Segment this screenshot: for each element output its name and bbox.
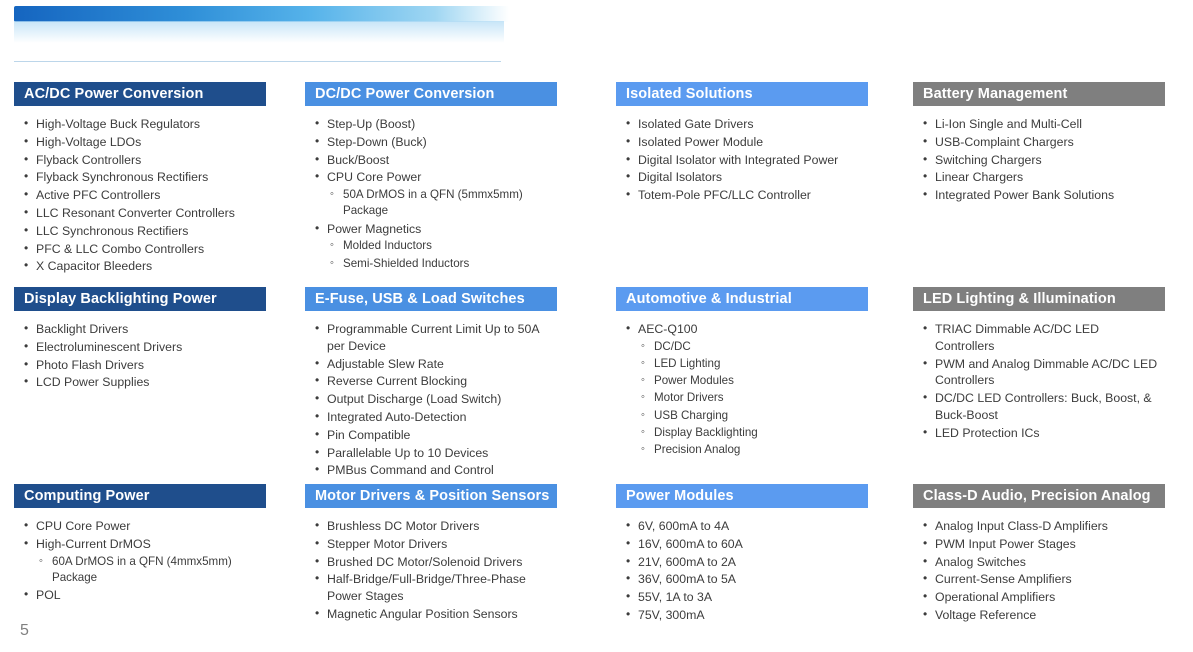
feature-list bbox=[622, 116, 864, 204]
list-item bbox=[919, 571, 1161, 588]
category-panel-title: DC/DC Power Conversion bbox=[305, 82, 557, 106]
list-item bbox=[919, 425, 1161, 442]
category-panel-title: Class-D Audio, Precision Analog bbox=[913, 484, 1165, 508]
list-item-label: TRIAC Dimmable AC/DC LED Controllers bbox=[935, 322, 1099, 353]
list-item bbox=[311, 554, 553, 571]
category-panel-body bbox=[616, 311, 868, 458]
list-item bbox=[622, 589, 864, 606]
list-item-label: Pin Compatible bbox=[327, 427, 411, 442]
list-item-label: LCD Power Supplies bbox=[36, 375, 150, 390]
sublist-item: ◦ USB Charging bbox=[638, 408, 864, 424]
list-item-label: PMBus Command and Control bbox=[327, 463, 494, 478]
feature-list bbox=[919, 518, 1161, 624]
category-panel bbox=[913, 287, 1165, 443]
list-item bbox=[919, 187, 1161, 204]
list-item-label: Programmable Current Limit Up to 50A per Device bbox=[327, 322, 539, 353]
feature-list bbox=[311, 518, 553, 623]
list-item bbox=[311, 391, 553, 408]
category-panel-title: Battery Management bbox=[913, 82, 1165, 106]
category-panel-body bbox=[616, 508, 868, 624]
category-panel-title: Automotive & Industrial bbox=[616, 287, 868, 311]
list-item bbox=[20, 116, 262, 133]
list-item bbox=[311, 445, 553, 462]
category-panel-title: Isolated Solutions bbox=[616, 82, 868, 106]
feature-list bbox=[311, 116, 553, 272]
list-item-label: Current-Sense Amplifiers bbox=[935, 572, 1072, 587]
list-item-label: Active PFC Controllers bbox=[36, 188, 161, 203]
list-item-label: 75V, 300mA bbox=[638, 607, 705, 622]
list-item-label: LED Protection ICs bbox=[935, 425, 1040, 440]
list-item-label: Integrated Auto-Detection bbox=[327, 409, 467, 424]
list-item bbox=[20, 169, 262, 186]
list-item-label: Flyback Synchronous Rectifiers bbox=[36, 170, 209, 185]
list-item-label: AEC-Q100 bbox=[638, 322, 698, 336]
list-item bbox=[20, 258, 262, 275]
list-item-label: Magnetic Angular Position Sensors bbox=[327, 606, 518, 621]
list-item bbox=[311, 373, 553, 390]
list-item bbox=[919, 607, 1161, 624]
list-item-label: Step-Down (Buck) bbox=[327, 134, 427, 149]
list-item-label: High-Voltage LDOs bbox=[36, 134, 142, 149]
category-panel bbox=[305, 82, 557, 273]
category-panel bbox=[305, 484, 557, 624]
list-item-label: Power Magnetics bbox=[327, 221, 422, 236]
list-item-label: Parallelable Up to 10 Devices bbox=[327, 445, 489, 460]
list-item-label: Analog Switches bbox=[935, 554, 1026, 569]
feature-list bbox=[622, 518, 864, 624]
list-item bbox=[311, 409, 553, 426]
decorative-banner bbox=[14, 6, 509, 62]
feature-list bbox=[20, 116, 262, 275]
feature-list bbox=[311, 321, 553, 479]
feature-list bbox=[919, 321, 1161, 442]
category-panel bbox=[14, 287, 266, 392]
feature-list bbox=[622, 321, 864, 458]
list-item bbox=[311, 518, 553, 535]
banner-glow bbox=[14, 21, 504, 43]
sublist-item: ◦ Power Modules bbox=[638, 373, 864, 389]
list-item-label: Step-Up (Boost) bbox=[327, 117, 416, 131]
list-item bbox=[622, 536, 864, 553]
category-panel bbox=[616, 287, 868, 459]
list-item bbox=[20, 374, 262, 391]
category-panel-title: Computing Power bbox=[14, 484, 266, 508]
list-item-label: CPU Core Power bbox=[327, 170, 422, 185]
category-panel bbox=[913, 484, 1165, 625]
list-item-label: X Capacitor Bleeders bbox=[36, 259, 153, 274]
category-panel-body bbox=[305, 311, 557, 479]
list-item-label: 6V, 600mA to 4A bbox=[638, 519, 730, 533]
list-item bbox=[20, 241, 262, 258]
list-item-label: Buck/Boost bbox=[327, 152, 390, 167]
list-item-label: High-Current DrMOS bbox=[36, 536, 151, 551]
list-item bbox=[311, 134, 553, 151]
list-item-label: POL bbox=[36, 588, 61, 602]
list-item-label: 16V, 600mA to 60A bbox=[638, 536, 743, 551]
page-number: 5 bbox=[20, 622, 29, 639]
list-item bbox=[919, 356, 1161, 390]
category-panel-body bbox=[14, 508, 266, 604]
list-item-label: Integrated Power Bank Solutions bbox=[935, 188, 1115, 203]
list-item-label: LLC Synchronous Rectifiers bbox=[36, 223, 189, 238]
list-item-label: Analog Input Class-D Amplifiers bbox=[935, 519, 1108, 533]
list-item-label: DC/DC LED Controllers: Buck, Boost, & Buck-Boost bbox=[935, 391, 1152, 422]
list-item-label: Li-Ion Single and Multi-Cell bbox=[935, 117, 1082, 131]
list-item-label: PWM and Analog Dimmable AC/DC LED Controllers bbox=[935, 356, 1158, 388]
list-item bbox=[311, 462, 553, 479]
list-item-label: Linear Chargers bbox=[935, 170, 1024, 185]
sublist-item: ◦ 50A DrMOS in a QFN (5mmx5mm) Package bbox=[327, 187, 553, 219]
list-item bbox=[20, 152, 262, 169]
list-item-label: Isolated Gate Drivers bbox=[638, 117, 754, 131]
category-panel-body bbox=[14, 106, 266, 275]
list-item bbox=[20, 587, 262, 604]
list-item-label: Reverse Current Blocking bbox=[327, 374, 468, 389]
list-item bbox=[20, 187, 262, 204]
list-item bbox=[20, 134, 262, 151]
category-panel bbox=[616, 82, 868, 205]
list-item bbox=[20, 205, 262, 222]
list-item bbox=[622, 187, 864, 204]
list-item bbox=[311, 169, 553, 219]
list-item bbox=[919, 390, 1161, 424]
list-item bbox=[20, 518, 262, 535]
category-panel-body bbox=[913, 311, 1165, 442]
feature-sublist bbox=[327, 187, 553, 219]
list-item-label: Operational Amplifiers bbox=[935, 590, 1056, 605]
list-item bbox=[20, 321, 262, 338]
list-item-label: Digital Isolators bbox=[638, 170, 723, 185]
feature-list bbox=[20, 518, 262, 604]
list-item-label: PWM Input Power Stages bbox=[935, 536, 1076, 551]
sublist-item: ◦ Semi-Shielded Inductors bbox=[327, 256, 553, 272]
list-item-label: Adjustable Slew Rate bbox=[327, 356, 444, 371]
list-item bbox=[311, 536, 553, 553]
list-item bbox=[919, 152, 1161, 169]
feature-sublist bbox=[638, 339, 864, 458]
banner-gradient-bar bbox=[14, 6, 509, 22]
list-item-label: LLC Resonant Converter Controllers bbox=[36, 205, 235, 220]
category-panel-body bbox=[913, 106, 1165, 204]
list-item-label: 36V, 600mA to 5A bbox=[638, 572, 736, 587]
category-panel-title: Power Modules bbox=[616, 484, 868, 508]
category-panel-title: Motor Drivers & Position Sensors bbox=[305, 484, 557, 508]
list-item bbox=[919, 321, 1161, 355]
list-item-label: Photo Flash Drivers bbox=[36, 357, 144, 372]
list-item bbox=[622, 169, 864, 186]
list-item bbox=[622, 518, 864, 535]
sublist-item: ◦ 60A DrMOS in a QFN (4mmx5mm) Package bbox=[36, 554, 262, 586]
category-panel bbox=[14, 484, 266, 605]
list-item-label: Output Discharge (Load Switch) bbox=[327, 392, 502, 407]
list-item-label: CPU Core Power bbox=[36, 519, 131, 533]
list-item bbox=[622, 321, 864, 458]
list-item bbox=[919, 169, 1161, 186]
banner-divider bbox=[14, 61, 501, 62]
feature-list bbox=[20, 321, 262, 391]
sublist-item: ◦ DC/DC bbox=[638, 339, 864, 355]
list-item-label: Isolated Power Module bbox=[638, 134, 764, 149]
list-item bbox=[622, 554, 864, 571]
list-item-label: Totem-Pole PFC/LLC Controller bbox=[638, 188, 811, 203]
list-item bbox=[919, 134, 1161, 151]
list-item-label: Electroluminescent Drivers bbox=[36, 339, 183, 354]
list-item-label: Half-Bridge/Full-Bridge/Three-Phase Power Stages bbox=[327, 572, 526, 604]
sublist-item: ◦ Display Backlighting bbox=[638, 425, 864, 441]
category-panel bbox=[913, 82, 1165, 205]
list-item bbox=[919, 536, 1161, 553]
sublist-item: ◦ LED Lighting bbox=[638, 356, 864, 372]
category-panel-title: Display Backlighting Power bbox=[14, 287, 266, 311]
list-item bbox=[919, 589, 1161, 606]
list-item bbox=[622, 571, 864, 588]
list-item-label: Brushed DC Motor/Solenoid Drivers bbox=[327, 554, 523, 569]
category-panel bbox=[616, 484, 868, 625]
category-panel-body bbox=[913, 508, 1165, 624]
category-panel-body bbox=[14, 311, 266, 391]
list-item-label: USB-Complaint Chargers bbox=[935, 134, 1074, 149]
list-item bbox=[20, 223, 262, 240]
list-item-label: 21V, 600mA to 2A bbox=[638, 554, 736, 569]
category-panel bbox=[14, 82, 266, 276]
list-item bbox=[622, 116, 864, 133]
list-item bbox=[622, 134, 864, 151]
list-item-label: PFC & LLC Combo Controllers bbox=[36, 241, 205, 256]
list-item bbox=[311, 606, 553, 623]
list-item bbox=[311, 152, 553, 169]
category-panel-title: AC/DC Power Conversion bbox=[14, 82, 266, 106]
feature-sublist bbox=[327, 238, 553, 271]
list-item bbox=[622, 152, 864, 169]
list-item bbox=[919, 518, 1161, 535]
list-item bbox=[20, 339, 262, 356]
list-item-label: 55V, 1A to 3A bbox=[638, 590, 713, 605]
list-item-label: Backlight Drivers bbox=[36, 322, 129, 336]
list-item bbox=[311, 427, 553, 444]
category-panel-title: E-Fuse, USB & Load Switches bbox=[305, 287, 557, 311]
feature-list bbox=[919, 116, 1161, 204]
list-item bbox=[311, 116, 553, 133]
list-item-label: Voltage Reference bbox=[935, 607, 1037, 622]
list-item bbox=[311, 571, 553, 605]
category-panel-title: LED Lighting & Illumination bbox=[913, 287, 1165, 311]
list-item-label: Digital Isolator with Integrated Power bbox=[638, 152, 839, 167]
category-panel-body bbox=[305, 508, 557, 623]
sublist-item: ◦ Molded Inductors bbox=[327, 238, 553, 254]
sublist-item: ◦ Motor Drivers bbox=[638, 390, 864, 406]
category-panel-body bbox=[616, 106, 868, 204]
list-item bbox=[20, 536, 262, 586]
list-item bbox=[311, 221, 553, 272]
list-item bbox=[311, 321, 553, 355]
list-item-label: High-Voltage Buck Regulators bbox=[36, 117, 201, 131]
list-item-label: Brushless DC Motor Drivers bbox=[327, 519, 480, 533]
feature-sublist bbox=[36, 554, 262, 586]
list-item bbox=[919, 116, 1161, 133]
list-item bbox=[20, 357, 262, 374]
list-item bbox=[622, 607, 864, 624]
sublist-item: ◦ Precision Analog bbox=[638, 442, 864, 458]
category-panel bbox=[305, 287, 557, 480]
list-item-label: Flyback Controllers bbox=[36, 152, 142, 167]
list-item-label: Stepper Motor Drivers bbox=[327, 536, 448, 551]
list-item-label: Switching Chargers bbox=[935, 152, 1042, 167]
list-item bbox=[919, 554, 1161, 571]
list-item bbox=[311, 356, 553, 373]
category-panel-body bbox=[305, 106, 557, 272]
